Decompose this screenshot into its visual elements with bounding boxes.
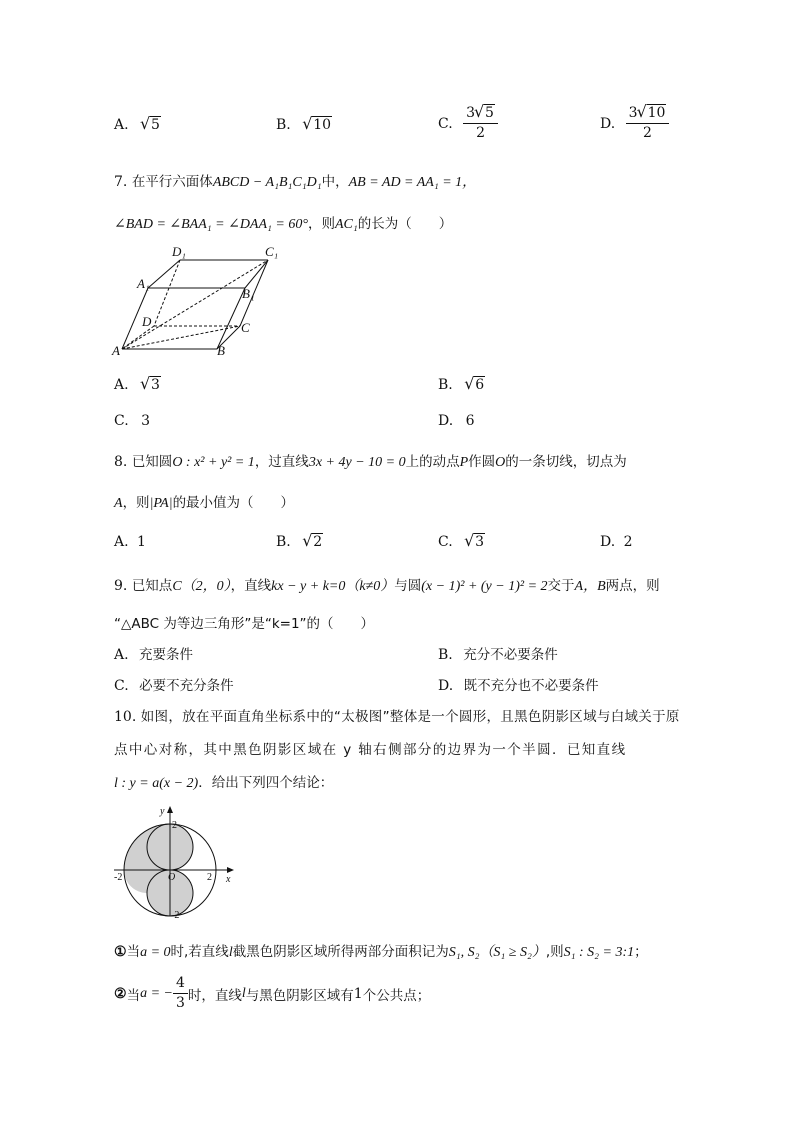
q9-option-c: C. 必要不充分条件 (114, 678, 234, 694)
label-a1: A₁ (137, 276, 150, 291)
axis-y-label: y (160, 806, 165, 817)
q10-taiji-figure (112, 804, 242, 922)
q10-stem-line1: 10. 如图，放在平面直角坐标系中的“太极图”整体是一个圆形，且黑色阴影区域与白域关于原 (114, 709, 680, 725)
q8-option-d: D. 2 (600, 534, 633, 550)
q7-option-c: C. 3 (114, 413, 151, 429)
q9-option-d: D. 既不充分也不必要条件 (438, 678, 599, 694)
tick-x-neg2: -2 (114, 872, 123, 883)
fraction-four-thirds: $\frac{4}{3}$ (173, 976, 188, 1012)
q8-stem-line1: 8. 已知圆O : x² + y² = 1，过直线3x + 4y − 10 = 0上的动点P作圆O的一条切线，切点为 (114, 454, 627, 470)
q6-option-a: A. √ 5 (114, 117, 161, 133)
origin-label: O (168, 872, 176, 883)
q7-stem-line1: 7. 在平行六面体ABCD − A₁B₁C₁D₁中，AB = AD = AA₁ = 1， (114, 174, 477, 190)
q9-option-a: A. 充要条件 (114, 647, 194, 663)
q8-option-c: C. √ 3 (438, 534, 485, 550)
q10-stem-line2: 点中心对称，其中黑色阴影区域在 y 轴右侧部分的边界为一个半圆．已知直线 (114, 742, 627, 758)
q7-stem-line2: ∠BAD = ∠BAA₁ = ∠DAA₁ = 60°，则AC₁的长为（ ） (114, 216, 453, 232)
label-b1: B₁ (242, 286, 255, 301)
q6-option-c: C. $\frac{3√ 5}{2}$ (438, 106, 498, 142)
tick-x-2: 2 (207, 872, 212, 883)
q6-option-b: B. √ 10 (276, 117, 332, 133)
label-d1: D₁ (172, 244, 186, 259)
q10-conclusion-2: ②当a = − $\frac{4}{3}$ 时，直线l与黑色阴影区域有1个公共点； (114, 975, 431, 1012)
q8-stem-line2: A，则|PA|的最小值为（ ） (114, 495, 295, 511)
q9-stem-line1: 9. 已知点C（2，0），直线kx − y + k=0（k≠0）与圆(x − 1)² + (y − 1)² = 2交于A，B两点，则 (114, 578, 660, 594)
q9-option-b: B. 充分不必要条件 (438, 647, 558, 663)
q10-conclusion-1: ①当a = 0时,若直线l截黑色阴影区域所得两部分面积记为S₁, S₂（S₁ ≥ S₂）,则S₁ : S₂ = 3:1； (114, 944, 648, 960)
q8-option-a: A. 1 (114, 534, 146, 550)
q7-option-a: A. √ 3 (114, 377, 161, 393)
axis-x-label: x (226, 874, 231, 885)
tick-y-2: 2 (172, 820, 177, 831)
q7-option-b: B. √ 6 (438, 377, 485, 393)
label-b: B (217, 343, 225, 358)
label-c1: C₁ (265, 244, 279, 259)
q7-parallelepiped-figure (110, 244, 290, 362)
label-c: C (241, 320, 250, 335)
label-d: D (142, 314, 152, 329)
q10-stem-line3: l : y = a(x − 2)．给出下列四个结论： (114, 775, 334, 791)
q8-option-b: B. √ 2 (276, 534, 323, 550)
q7-option-d: D. 6 (438, 413, 475, 429)
label-a: A (112, 343, 120, 358)
q6-option-d: D. $\frac{3√ 10}{2}$ (600, 106, 669, 142)
q9-stem-line2: “△ABC 为等边三角形”是“k=1”的（ ） (114, 616, 375, 632)
tick-y-neg2: -2 (171, 910, 180, 921)
